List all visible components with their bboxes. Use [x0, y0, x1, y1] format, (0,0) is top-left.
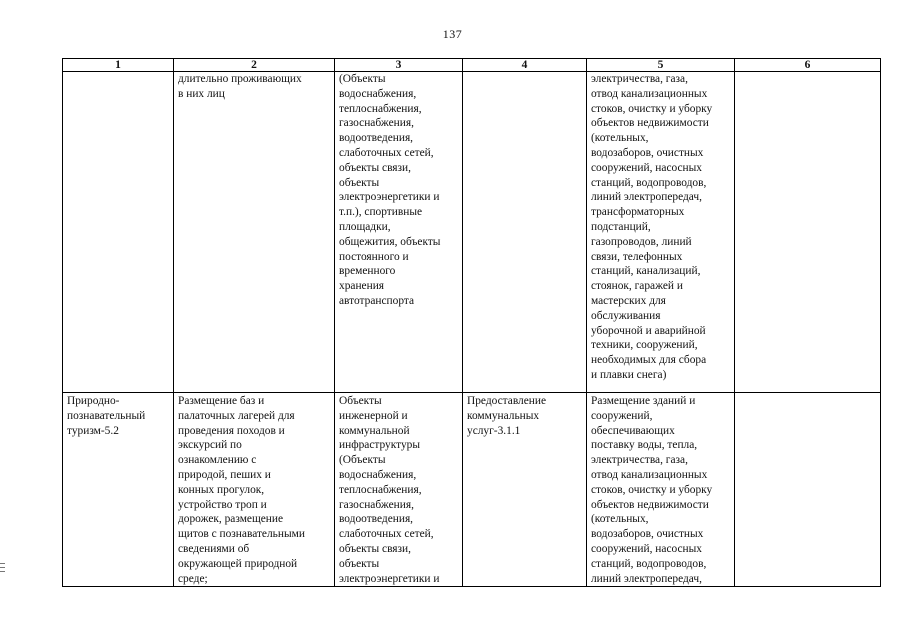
page-number: 137 [442, 27, 463, 41]
column-header: 6 [735, 59, 881, 72]
scan-edge-mark [0, 571, 5, 572]
column-header: 3 [335, 59, 463, 72]
table-cell [63, 72, 174, 393]
table-cell [735, 393, 881, 587]
column-header: 2 [174, 59, 335, 72]
table-cell: длительно проживающих в них лиц [174, 72, 335, 393]
table-cell: Объекты инженерной и коммунальной инфраструктуры (Объекты водоснабжения, теплоснабжения, газоснабжения, водоотведения, слаботочных сетей, объекты связи, объекты электроэнергетики и [335, 393, 463, 587]
table-cell: Размещение баз и палаточных лагерей для проведения походов и экскурсий по ознакомлению с природой, пеших и конных прогулок, устройство троп и дорожек, размещение щитов с познавательными сведениями об окружающей природной среде; [174, 393, 335, 587]
table-row [63, 393, 881, 587]
column-header: 4 [463, 59, 587, 72]
table-cell: электричества, газа, отвод канализационных стоков, очистку и уборку объектов недвижимости (котельных, водозаборов, очистных сооружений, насосных станций, водопроводов, линий электропередач, трансформаторных подстанций, газопроводов, линий связи, телефонных станций, канализаций, стоянок, гаражей и мастерских для обслуживания уборочной и аварийной техники, сооружений, необходимых для сбора и плавки снега) [587, 72, 735, 393]
table-row [63, 72, 881, 393]
table-cell [463, 72, 587, 393]
land-use-table [62, 58, 881, 587]
column-header: 5 [587, 59, 735, 72]
table-cell: Размещение зданий и сооружений, обеспечивающих поставку воды, тепла, электричества, газа, отвод канализационных стоков, очистку и уборку объектов недвижимости (котельных, водозаборов, очистных сооружений, насосных станций, водопроводов, линий электропередач, [587, 393, 735, 587]
scan-edge-mark [0, 567, 5, 568]
header-row [63, 59, 881, 72]
column-header: 1 [63, 59, 174, 72]
table-cell [735, 72, 881, 393]
table-cell: (Объекты водоснабжения, теплоснабжения, газоснабжения, водоотведения, слаботочных сетей, объекты связи, объекты электроэнергетики и т.п.), спортивные площадки, общежития, объекты постоянного и временного хранения автотранспорта [335, 72, 463, 393]
scan-edge-mark [0, 563, 5, 564]
table-cell: Природно- познавательный туризм-5.2 [63, 393, 174, 587]
table-cell: Предоставление коммунальных услуг-3.1.1 [463, 393, 587, 587]
